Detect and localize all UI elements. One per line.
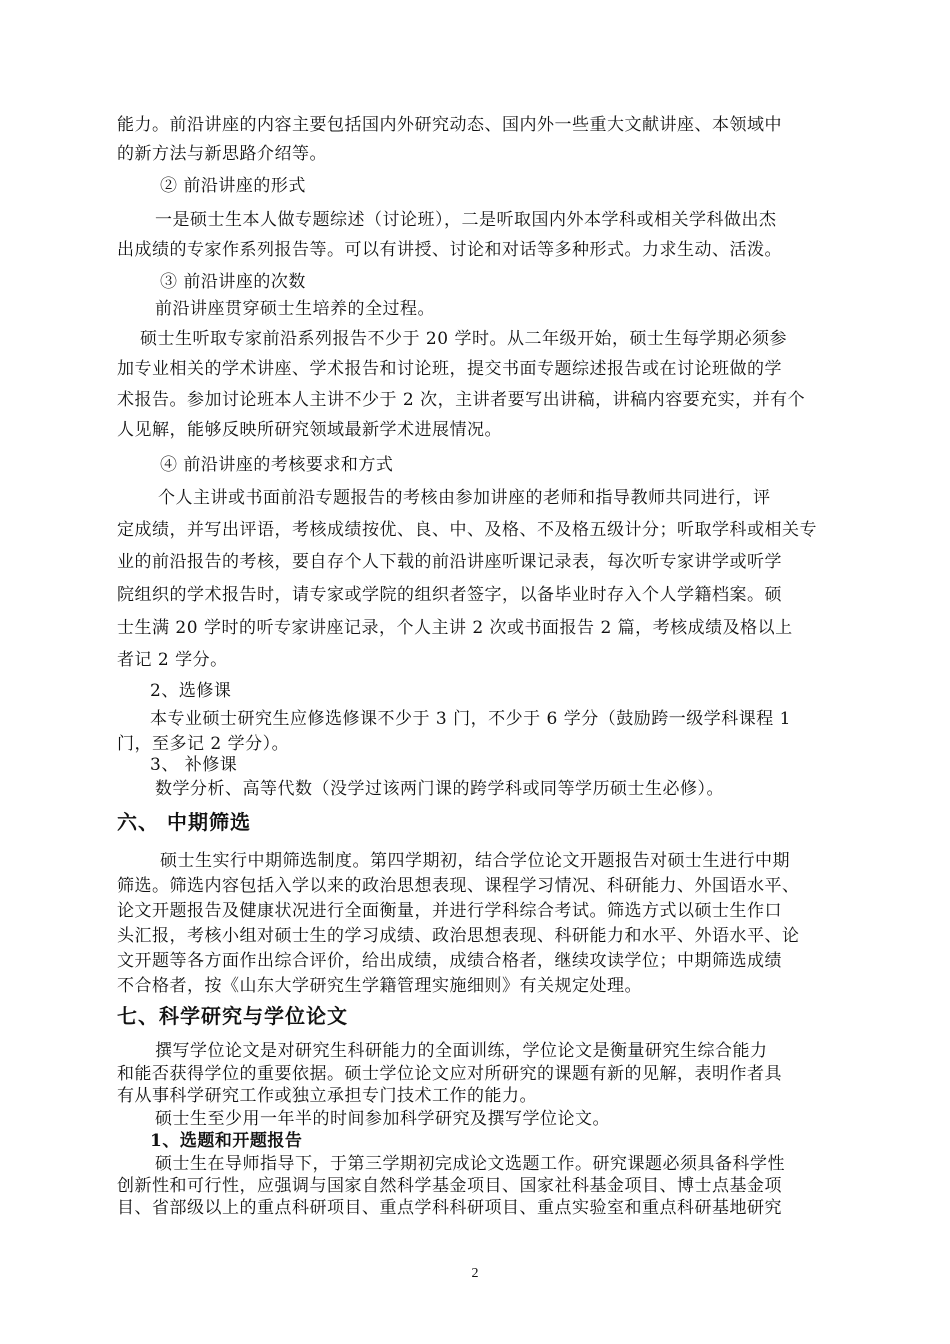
section-heading: ③ 前沿讲座的次数 — [160, 272, 306, 292]
text-line: 士生满 20 学时的听专家讲座记录，个人主讲 2 次或书面报告 2 篇，考核成绩及格以上 — [117, 618, 793, 638]
text-line: 的新方法与新思路介绍等。 — [117, 144, 327, 164]
text-line: 个人主讲或书面前沿专题报告的考核由参加讲座的老师和指导教师共同进行，评 — [158, 488, 771, 508]
text-line: 门，至多记 2 学分）。 — [117, 734, 290, 754]
text-line: 数学分析、高等代数（没学过该两门课的跨学科或同等学历硕士生必修）。 — [155, 779, 724, 799]
text-line: 本专业硕士研究生应修选修课不少于 3 门，不少于 6 学分（鼓励跨一级学科课程 1 — [150, 709, 791, 729]
text-line: 加专业相关的学术讲座、学术报告和讨论班，提交书面专题综述报告或在讨论班做的学 — [117, 359, 782, 379]
text-line: 有从事科学研究工作或独立承担专门技术工作的能力。 — [117, 1086, 537, 1106]
text-line: 出成绩的专家作系列报告等。可以有讲授、讨论和对话等多种形式。力求生动、活泼。 — [117, 240, 782, 260]
text-line: 论文开题报告及健康状况进行全面衡量，并进行学科综合考试。筛选方式以硕士生作口 — [117, 901, 782, 921]
text-line: 一是硕士生本人做专题综述（讨论班），二是听取国内外本学科或相关学科做出杰 — [155, 210, 777, 230]
text-line: 不合格者，按《山东大学研究生学籍管理实施细则》有关规定处理。 — [117, 976, 642, 996]
text-line: 业的前沿报告的考核，要自存个人下载的前沿讲座听课记录表，每次听专家讲学或听学 — [117, 552, 782, 572]
text-line: 硕士生至少用一年半的时间参加科学研究及撰写学位论文。 — [155, 1109, 610, 1129]
text-line: 头汇报，考核小组对硕士生的学习成绩、政治思想表现、科研能力和水平、外语水平、论 — [117, 926, 800, 946]
text-line: 前沿讲座贯穿硕士生培养的全过程。 — [155, 299, 435, 319]
text-line: 撰写学位论文是对研究生科研能力的全面训练，学位论文是衡量研究生综合能力 — [155, 1041, 768, 1061]
text-line: 定成绩，并写出评语，考核成绩按优、良、中、及格、不及格五级计分；听取学科或相关专 — [117, 520, 817, 540]
text-line: 筛选。筛选内容包括入学以来的政治思想表现、课程学习情况、科研能力、外国语水平、 — [117, 876, 800, 896]
text-line: 硕士生听取专家前沿系列报告不少于 20 学时。从二年级开始，硕士生每学期必须参 — [140, 329, 787, 349]
section-heading: ④ 前沿讲座的考核要求和方式 — [160, 455, 394, 475]
text-line: 目、省部级以上的重点科研项目、重点学科科研项目、重点实验室和重点科研基地研究 — [117, 1198, 782, 1218]
section-heading: 3、 补修课 — [150, 755, 238, 775]
section-heading: ② 前沿讲座的形式 — [160, 176, 306, 196]
page-number: 2 — [471, 1266, 479, 1281]
subsection-heading: 1、选题和开题报告 — [150, 1131, 303, 1151]
text-line: 者记 2 学分。 — [117, 650, 228, 670]
text-line: 创新性和可行性，应强调与国家自然科学基金项目、国家社科基金项目、博士点基金项 — [117, 1176, 782, 1196]
section-heading: 2、选修课 — [150, 681, 232, 701]
text-line: 人见解，能够反映所研究领域最新学术进展情况。 — [117, 420, 502, 440]
text-line: 文开题等各方面作出综合评价，给出成绩，成绩合格者，继续攻读学位；中期筛选成绩 — [117, 951, 782, 971]
text-line: 能力。前沿讲座的内容主要包括国内外研究动态、国内外一些重大文献讲座、本领域中 — [117, 115, 782, 135]
text-line: 硕士生在导师指导下，于第三学期初完成论文选题工作。研究课题必须具备科学性 — [155, 1154, 785, 1174]
text-line: 术报告。参加讨论班本人主讲不少于 2 次，主讲者要写出讲稿，讲稿内容要充实，并有个 — [117, 390, 806, 410]
text-line: 院组织的学术报告时，请专家或学院的组织者签字，以备毕业时存入个人学籍档案。硕 — [117, 585, 782, 605]
text-line: 硕士生实行中期筛选制度。第四学期初，结合学位论文开题报告对硕士生进行中期 — [160, 851, 790, 871]
chapter-heading-7: 七、科学研究与学位论文 — [117, 1004, 348, 1028]
text-line: 和能否获得学位的重要依据。硕士学位论文应对所研究的课题有新的见解，表明作者具 — [117, 1064, 782, 1084]
chapter-heading-6: 六、 中期筛选 — [117, 810, 251, 834]
